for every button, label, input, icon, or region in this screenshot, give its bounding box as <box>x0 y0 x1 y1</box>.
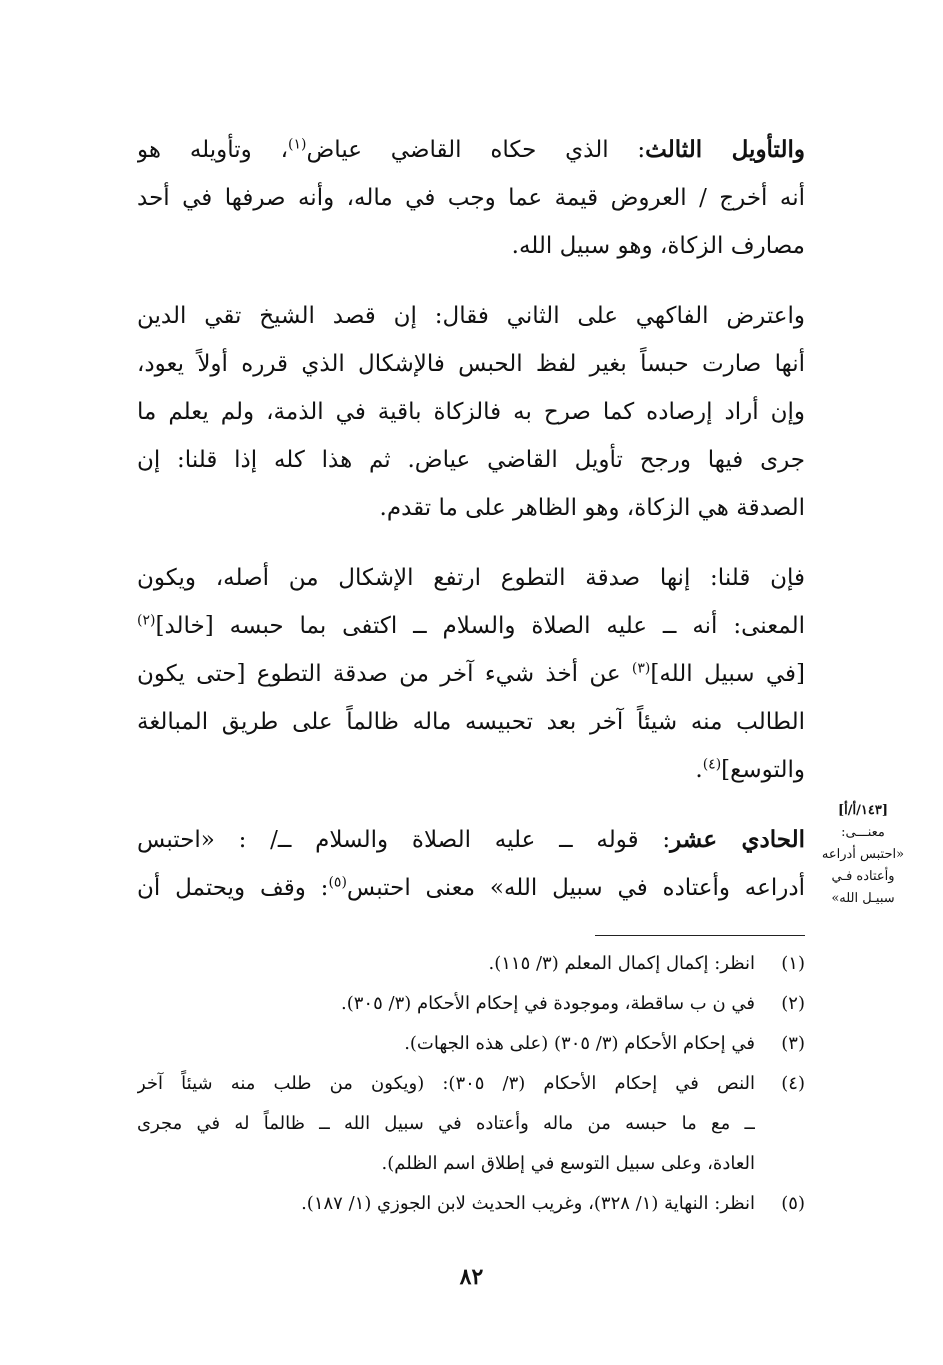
footnote-ref[interactable]: (٥) <box>328 874 347 891</box>
margin-note-line: «احتبس أدراعه <box>821 847 905 862</box>
footnote-3 <box>137 1024 805 1064</box>
paragraph-third-interpretation <box>137 126 805 270</box>
text-line: مصارف الزكاة، وهو سبيل الله. <box>511 233 805 259</box>
footnote-separator <box>595 935 805 936</box>
footnote-text: في إحكام الأحكام (٣/ ٣٠٥) (على هذه الجهات). <box>404 1033 755 1054</box>
page-number: ٨٢ <box>459 1264 484 1290</box>
footnote-text: ــ مع ما حبسه من ماله وأعتاده في سبيل الله ــ ظالماً له في مجرى <box>137 1113 755 1134</box>
margin-note-line: سبيـل الله» <box>831 891 895 906</box>
footnote-ref[interactable]: (٢) <box>137 612 156 629</box>
footnotes <box>137 944 805 1224</box>
text-line: أنها صارت حبساً بغير لفظ الحبس فالإشكال الذي قرره أولاً يعود، <box>137 351 805 377</box>
margin-note-line: وأعتاده فـي <box>831 869 895 884</box>
text-line: فإن قلنا: إنها صدقة التطوع ارتفع الإشكال من أصله، ويكون <box>137 565 805 591</box>
footnote-1 <box>137 944 805 984</box>
text-line: الصدقة هي الزكاة، وهو الظاهر على ما تقدم. <box>379 495 805 521</box>
text-line: المعنى: أنه ــ عليه الصلاة والسلام ــ اكتفى بما حبسه [خالد]$^{(٢)}$ <box>137 612 805 639</box>
section-lead: الحادي عشر <box>670 826 805 853</box>
margin-note-line: معنـــى: <box>841 825 885 840</box>
footnote-number: (١) <box>781 953 805 974</box>
text-line: الطالب منه شيئاً آخر بعد تحبيسه ماله ظالماً على طريق المبالغة <box>137 709 805 735</box>
footnote-number: (٥) <box>781 1193 805 1214</box>
footnote-text: النص في إحكام الأحكام (٣/ ٣٠٥): (ويكون من طلب منه شيئاً آخر <box>137 1073 755 1094</box>
footnote-number: (٣) <box>781 1033 805 1054</box>
footnote-2 <box>137 984 805 1024</box>
footnote-ref[interactable]: (٣) <box>631 660 651 677</box>
text-line: أدراعه وأعتاده في سبيل الله» معنى احتبس$^{(٥)}$: وقف ويحتمل أن <box>137 874 805 901</box>
footnote-4 <box>137 1064 805 1184</box>
paragraph-voluntary-charity <box>137 554 805 794</box>
footnote-number: (٤) <box>781 1073 805 1094</box>
text-line: [في سبيل الله]$^{(٣)}$ عن أخذ شيء آخر من صدقة التطوع [حتى يكون <box>137 660 805 687</box>
footnote-text: انظر: إكمال إكمال المعلم (٣/ ١١٥). <box>488 953 755 974</box>
footnote-number: (٢) <box>781 993 805 1014</box>
text-line: جرى فيها ورجح تأويل القاضي عياض. ثم هذا كله إذا قلنا: إن <box>137 447 805 473</box>
margin-note <box>816 800 910 910</box>
text-line: وإن أراد إرصاده كما صرح به فالزكاة باقية في الذمة، ولم يعلم ما <box>137 399 805 425</box>
text-line: والتأويل الثالث: الذي حكاه القاضي عياض$^{(١)}$، وتأويله هو <box>137 136 805 163</box>
text-line: الحادي عشر: قوله ــ عليه الصلاة والسلام ــ/ : «احتبس <box>137 826 805 853</box>
paragraph-fakihi-objection <box>137 292 805 532</box>
text-line: واعترض الفاكهي على الثاني فقال: إن قصد الشيخ تقي الدين <box>137 303 805 329</box>
manuscript-folio-ref: [١٤٣/أ/أ] <box>838 803 888 818</box>
footnote-5 <box>137 1184 805 1224</box>
footnote-text: العادة، وعلى سبيل التوسع في إطلاق اسم الظلم). <box>381 1153 755 1174</box>
footnote-ref[interactable]: (١) <box>288 136 307 153</box>
footnote-text: في ن ب ساقطة، وموجودة في إحكام الأحكام (٣/ ٣٠٥). <box>341 993 755 1014</box>
text-line: والتوسع]$^{(٤)}$. <box>695 756 805 783</box>
footnote-ref[interactable]: (٤) <box>702 756 722 773</box>
footnote-text: انظر: النهاية (١/ ٣٢٨)، وغريب الحديث لابن الجوزي (١/ ١٨٧). <box>301 1193 755 1214</box>
section-lead: والتأويل الثالث <box>645 136 805 163</box>
text-line: أنه أخرج / العروض قيمة عما وجب في ماله، وأنه صرفها في أحد <box>137 185 805 211</box>
paragraph-eleventh <box>137 816 805 912</box>
